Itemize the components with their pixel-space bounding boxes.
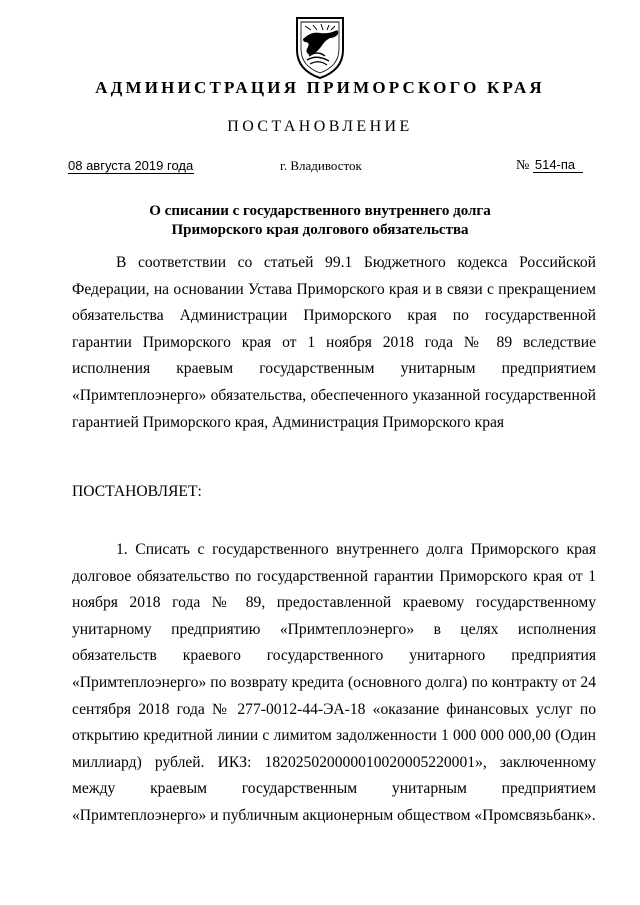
- document-title: [0, 202, 640, 240]
- organization-name: АДМИНИСТРАЦИЯ ПРИМОРСКОГО КРАЯ: [95, 78, 545, 97]
- document-city: г. Владивосток: [280, 158, 362, 173]
- title-line-1: О списании с государственного внутреннего долга: [149, 203, 491, 219]
- item-1-paragraph: 1. Списать с государственного внутреннего долга Приморского края долговое обязательство по государственной гарантии Приморского края от 1 ноября 2018 года № 89, предоставленной краевому государственному унитарному предприятию «Примтеплоэнерго» в целях исполнения обязательств краевого государственного унитарного предприятия «Примтеплоэнерго» по возврату кредита (основного долга) по контракту от 24 сентября 2018 года № 277-0012-44-ЭА-18 «оказание финансовых услуг по открытию кредитной линии с лимитом задолженности 1 000 000 000,00 (Один миллиард) рублей. ИКЗ: 182025020000010020005220001», заключенному между краевым государственным унитарным предприятием «Примтеплоэнерго» и публичным акционерным обществом «Промсвязьбанк».: [72, 541, 596, 824]
- number-value: 514-па: [533, 157, 583, 173]
- number-sign: №: [516, 158, 530, 173]
- preamble-paragraph: В соответствии со статьей 99.1 Бюджетного кодекса Российской Федерации, на основании Устава Приморского края и в связи с прекращением обязательства Администрации Приморского края по государственной гарантии Приморского края от 1 ноября 2018 года № 89 вследствие исполнения краевым государственным унитарным предприятием «Примтеплоэнерго» обязательства, обеспеченного указанной государственной гарантией Приморского края, Администрация Приморского края: [72, 254, 596, 431]
- document-date: 08 августа 2019 года: [68, 158, 194, 173]
- coat-of-arms-icon: [291, 12, 349, 80]
- document-number: [516, 157, 583, 174]
- decree-word: ПОСТАНОВЛЯЕТ:: [72, 483, 202, 500]
- title-line-2: Приморского края долгового обязательства: [171, 222, 469, 238]
- document-type: ПОСТАНОВЛЕНИЕ: [227, 118, 413, 135]
